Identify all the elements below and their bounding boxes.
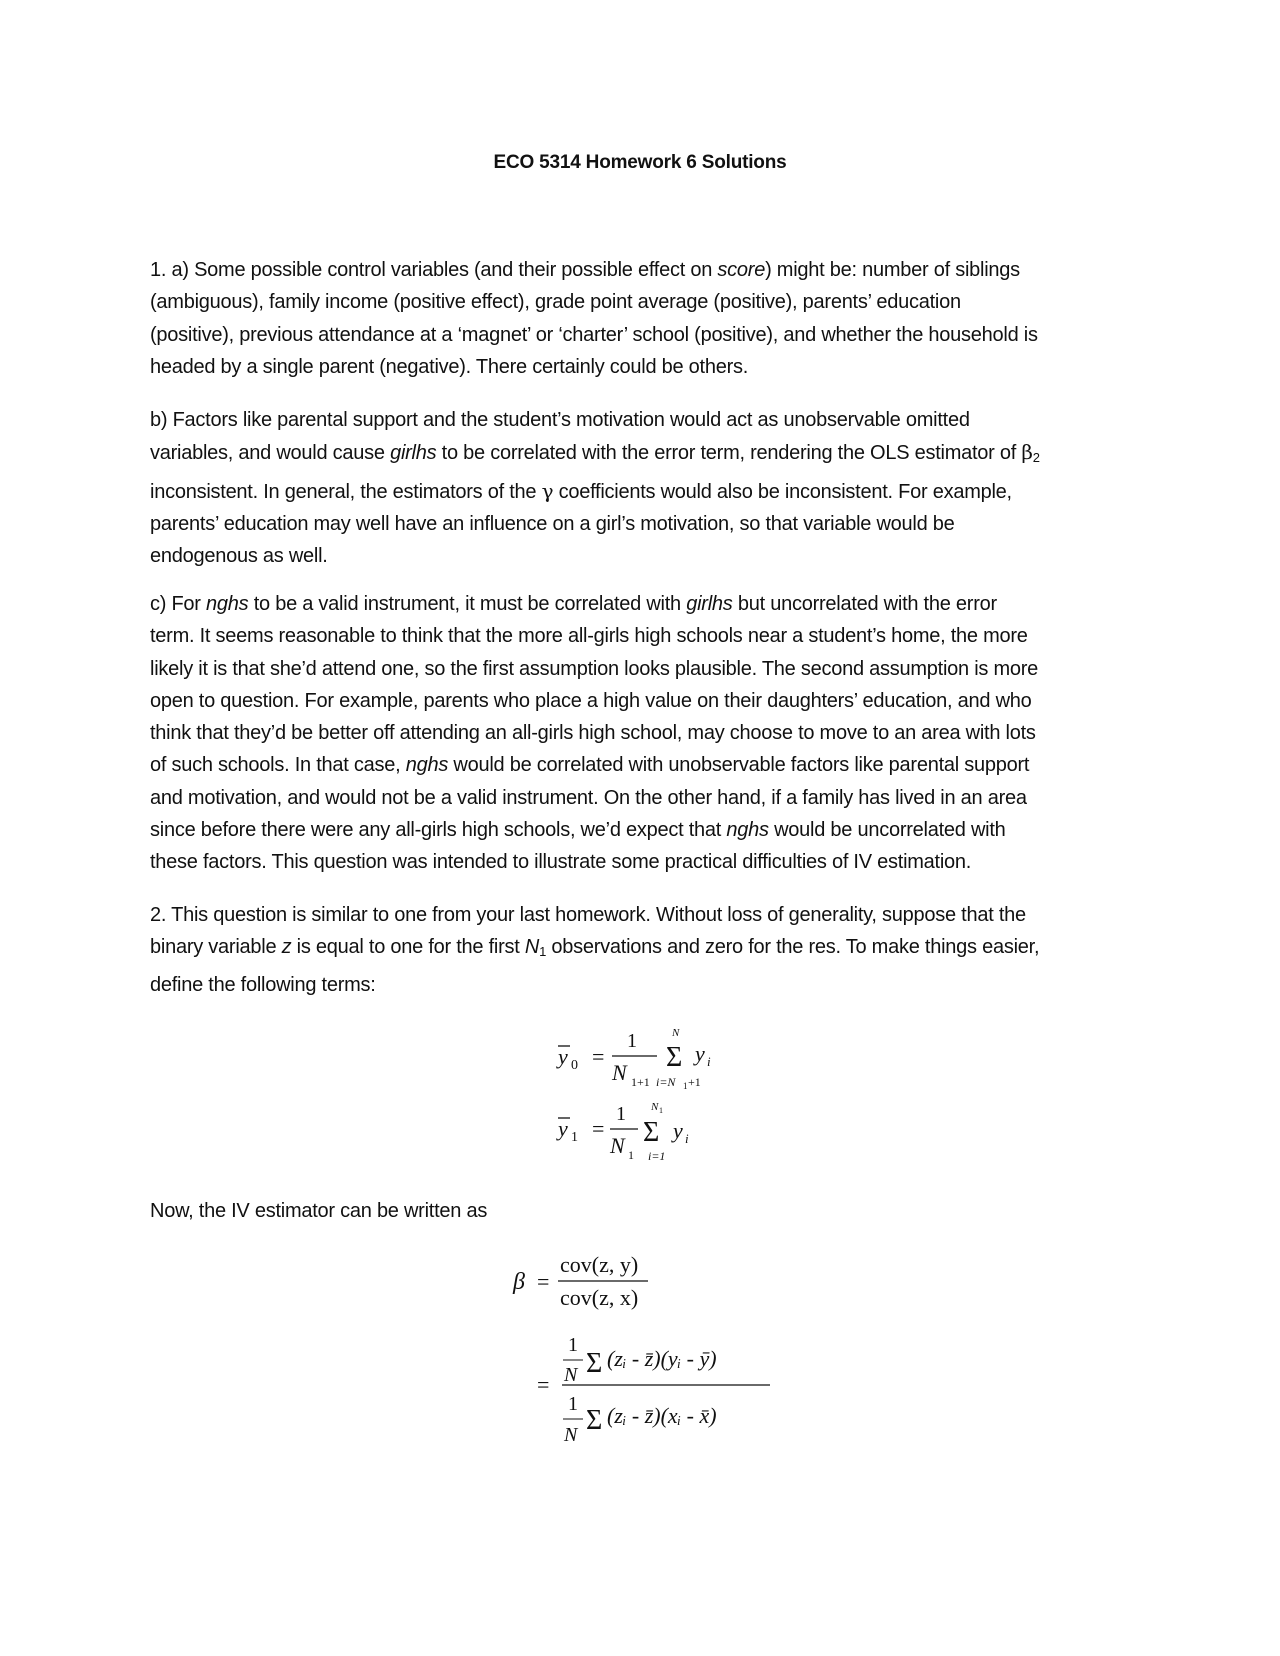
svg-text:N: N: [651, 1101, 659, 1113]
text-line: Now, the IV estimator can be written as: [150, 1200, 488, 1222]
summation-sigma: Σ: [586, 1405, 603, 1436]
svg-text:y: y: [673, 1118, 683, 1143]
svg-text:i=1: i=1: [648, 1149, 666, 1163]
svg-text:i: i: [685, 1131, 689, 1146]
svg-text:1: 1: [568, 1393, 578, 1415]
text-line: define the following terms:: [150, 973, 376, 996]
svg-text:1: 1: [659, 1106, 663, 1115]
svg-text:1: 1: [568, 1334, 578, 1356]
ybar1-symbol: y: [558, 1116, 568, 1141]
numerator-cov: cov(z, y): [560, 1252, 639, 1277]
gamma-symbol: γ: [541, 478, 554, 503]
svg-text:1: 1: [683, 1081, 688, 1091]
text-line: likely it is that she’d attend one, so the first assumption looks plausible. The second assumption is more: [150, 657, 1039, 680]
text-line: 2. This question is similar to one from your last homework. Without loss of generality, suppose that the: [150, 904, 1026, 926]
svg-text:=: =: [592, 1116, 605, 1141]
numerator-expression: (zᵢ - z̄)(yᵢ - ȳ): [607, 1346, 717, 1371]
text-line: since before there were any all-girls high schools, we’d expect that nghs would be uncorrelated with: [150, 819, 1006, 842]
svg-text:1: 1: [628, 1148, 634, 1162]
text-line: and motivation, and would not be a valid instrument. On the other hand, if a family has lived in an area: [150, 786, 1027, 809]
svg-text:1+1: 1+1: [631, 1075, 650, 1089]
svg-text:N: N: [610, 1133, 625, 1158]
text-line: headed by a single parent (negative). There certainly could be others.: [150, 355, 749, 378]
svg-text:N: N: [612, 1060, 627, 1085]
svg-text:=: =: [592, 1044, 605, 1069]
text-line: think that they’d be better off attending an all-girls high school, may choose to move to an area with lots: [150, 722, 1036, 745]
beta-symbol: β: [1021, 440, 1033, 465]
svg-text:N: N: [564, 1364, 578, 1386]
text-line: inconsistent. In general, the estimators of the γ coefficients would also be inconsistent. For example,: [150, 478, 1012, 503]
summation-sigma: Σ: [586, 1348, 603, 1379]
svg-text:1: 1: [627, 1030, 637, 1052]
text-line: these factors. This question was intended to illustrate some practical difficulties of IV estimation.: [150, 851, 972, 874]
text-line: (positive), previous attendance at a ‘magnet’ or ‘charter’ school (positive), and whether the household is: [150, 323, 1038, 346]
text-line: variables, and would cause girlhs to be correlated with the error term, rendering the OLS estimator of $\beta_2$: [150, 440, 1040, 466]
summation-sigma: Σ: [666, 1042, 683, 1073]
svg-text:+1: +1: [688, 1075, 701, 1089]
denominator-cov: cov(z, x): [560, 1285, 639, 1310]
text-line: b) Factors like parental support and the student’s motivation would act as unobservable omitted: [150, 409, 970, 431]
page-title: ECO 5314 Homework 6 Solutions: [493, 152, 787, 173]
svg-text:1: 1: [616, 1103, 626, 1125]
text-line: parents’ education may well have an influence on a girl’s motivation, so that variable would be: [150, 512, 955, 535]
svg-text:=: =: [537, 1372, 550, 1397]
svg-text:i: i: [707, 1054, 711, 1069]
beta-symbol: β: [513, 1269, 525, 1295]
svg-text:=: =: [537, 1269, 550, 1294]
svg-text:0: 0: [571, 1058, 578, 1073]
text-line: 1. a) Some possible control variables (and their possible effect on score) might be: number of siblings: [150, 259, 1020, 281]
text-line: of such schools. In that case, nghs would be correlated with unobservable factors like parental support: [150, 754, 1030, 777]
text-line: endogenous as well.: [150, 545, 328, 568]
ybar0-symbol: y: [558, 1044, 568, 1069]
svg-text:i=N: i=N: [656, 1075, 676, 1089]
svg-text:N: N: [564, 1424, 578, 1446]
summation-sigma: Σ: [643, 1117, 660, 1148]
text-line: c) For nghs to be a valid instrument, it must be correlated with girlhs but uncorrelated with the error: [150, 593, 997, 615]
denominator-expression: (zᵢ - z̄)(xᵢ - x̄): [607, 1403, 717, 1428]
text-line: open to question. For example, parents who place a high value on their daughters’ education, and who: [150, 689, 1032, 712]
svg-text:1: 1: [571, 1130, 578, 1145]
text-line: term. It seems reasonable to think that the more all-girls high schools near a student’s home, the more: [150, 625, 1028, 648]
text-line: binary variable z is equal to one for the first $N_1$ observations and zero for the res. To make things easier,: [150, 936, 1040, 960]
svg-text:N: N: [672, 1027, 680, 1039]
svg-text:y: y: [695, 1041, 705, 1066]
text-line: (ambiguous), family income (positive effect), grade point average (positive), parents’ education: [150, 291, 961, 314]
